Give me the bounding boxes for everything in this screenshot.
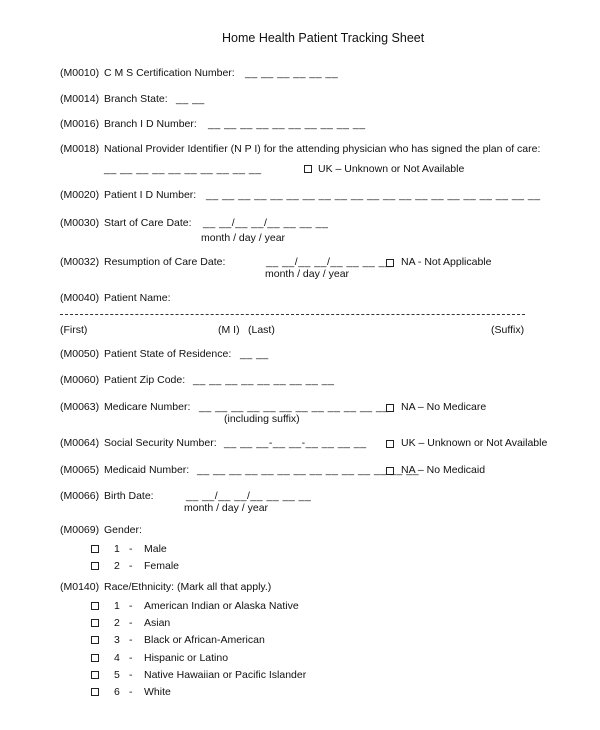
patient-id-field[interactable]: __ __ __ __ __ __ __ __ __ __ __ __ __ __ __ __ __ __ __ __ __ [206, 189, 541, 201]
option-label: UK – Unknown or Not Available [318, 163, 465, 175]
option-number: 3 [114, 634, 120, 646]
uk-checkbox[interactable] [304, 165, 312, 173]
field-label: Patient Name: [104, 292, 171, 304]
option-number: 5 [114, 669, 120, 681]
race-checkbox[interactable] [91, 688, 99, 696]
item-code: (M0030) [60, 217, 100, 229]
option-separator: - [129, 560, 133, 572]
date-format-hint: month / day / year [184, 502, 269, 514]
item-code: (M0050) [60, 348, 100, 360]
item-code: (M0014) [60, 93, 100, 105]
race-checkbox[interactable] [91, 671, 99, 679]
option-label: Male [144, 543, 167, 555]
field-label: Gender: [104, 524, 142, 536]
item-code: (M0010) [60, 67, 100, 79]
field-label: Patient Zip Code: [104, 374, 186, 386]
option-label: NA - Not Applicable [401, 256, 492, 268]
gender-male-checkbox[interactable] [91, 545, 99, 553]
date-format-hint: month / day / year [201, 232, 286, 244]
field-label-main: National Provider Identifier (N P I) [104, 143, 261, 155]
race-checkbox[interactable] [91, 602, 99, 610]
field-label: Resumption of Care Date: [104, 256, 226, 268]
item-code: (M0065) [60, 464, 100, 476]
gender-female-checkbox[interactable] [91, 562, 99, 570]
item-code: (M0020) [60, 189, 100, 201]
field-label: Branch State: [104, 93, 168, 105]
option-number: 2 [114, 617, 120, 629]
no-medicare-checkbox[interactable] [386, 404, 394, 412]
resumption-date-field[interactable]: __ __/__ __/__ __ __ __ [266, 256, 392, 268]
field-label: Patient State of Residence: [104, 348, 232, 360]
option-label: Black or African-American [144, 634, 265, 646]
item-code: (M0063) [60, 401, 100, 413]
item-code: (M0060) [60, 374, 100, 386]
item-code: (M0066) [60, 490, 100, 502]
field-label: Social Security Number: [104, 437, 217, 449]
branch-id-field[interactable]: __ __ __ __ __ __ __ __ __ __ [208, 118, 366, 130]
option-label: Female [144, 560, 180, 572]
race-checkbox[interactable] [91, 636, 99, 644]
ssn-field[interactable]: __ __ __-__ __-__ __ __ __ [224, 437, 367, 449]
option-number: 1 [114, 543, 120, 555]
field-label-suffix: for the attending physician who has signed the plan of care: [260, 143, 541, 155]
ssn-unknown-checkbox[interactable] [386, 440, 394, 448]
option-label: NA – No Medicare [401, 401, 487, 413]
option-separator: - [129, 652, 133, 664]
option-label: Asian [144, 617, 171, 629]
option-label: NA – No Medicaid [401, 464, 486, 476]
item-code: (M0018) [60, 143, 100, 155]
item-code: (M0040) [60, 292, 100, 304]
cms-cert-number-field[interactable]: __ __ __ __ __ __ [245, 67, 339, 79]
medicare-hint: (including suffix) [224, 413, 300, 425]
zip-code-field[interactable]: __ __ __ __ __ __ __ __ __ [193, 374, 335, 386]
option-separator: - [129, 669, 133, 681]
npi-field[interactable]: __ __ __ __ __ __ __ __ __ __ [104, 163, 262, 175]
option-number: 1 [114, 600, 120, 612]
option-label: American Indian or Alaska Native [144, 600, 299, 612]
option-label: UK – Unknown or Not Available [401, 437, 548, 449]
no-medicaid-checkbox[interactable] [386, 467, 394, 475]
field-label [104, 143, 540, 155]
patient-name-field[interactable] [60, 310, 525, 315]
date-format-hint: month / day / year [265, 268, 350, 280]
option-separator: - [129, 634, 133, 646]
na-checkbox[interactable] [386, 259, 394, 267]
option-separator: - [129, 686, 133, 698]
branch-state-field[interactable]: __ __ [176, 93, 205, 105]
item-code: (M0064) [60, 437, 100, 449]
start-of-care-date-field[interactable]: __ __/__ __/__ __ __ __ [203, 217, 329, 229]
option-number: 2 [114, 560, 120, 572]
field-label: Birth Date: [104, 490, 154, 502]
option-separator: - [129, 617, 133, 629]
field-label: Patient I D Number: [104, 189, 197, 201]
option-separator: - [129, 543, 133, 555]
birth-date-field[interactable]: __ __/__ __/__ __ __ __ [186, 490, 312, 502]
option-number: 4 [114, 652, 120, 664]
option-separator: - [129, 600, 133, 612]
field-label: Branch I D Number: [104, 118, 197, 130]
race-checkbox[interactable] [91, 619, 99, 627]
suffix-label: (Suffix) [491, 324, 525, 336]
field-label: Medicare Number: [104, 401, 191, 413]
field-label: Race/Ethnicity: (Mark all that apply.) [104, 581, 272, 593]
item-code: (M0016) [60, 118, 100, 130]
option-number: 6 [114, 686, 120, 698]
item-code: (M0140) [60, 581, 100, 593]
item-code: (M0032) [60, 256, 100, 268]
race-checkbox[interactable] [91, 654, 99, 662]
middle-initial-label: (M I) [218, 324, 240, 336]
field-label: Start of Care Date: [104, 217, 192, 229]
state-of-residence-field[interactable]: __ __ [240, 348, 269, 360]
field-label: C M S Certification Number: [104, 67, 235, 79]
field-label: Medicaid Number: [104, 464, 190, 476]
first-name-label: (First) [60, 324, 88, 336]
last-name-label: (Last) [248, 324, 275, 336]
page-title: Home Health Patient Tracking Sheet [222, 31, 425, 45]
medicaid-number-field[interactable]: __ __ __ __ __ __ __ __ __ __ __ __ __ __ [197, 464, 419, 476]
item-code: (M0069) [60, 524, 100, 536]
option-label: Native Hawaiian or Pacific Islander [144, 669, 307, 681]
option-label: Hispanic or Latino [144, 652, 229, 664]
medicare-number-field[interactable]: __ __ __ __ __ __ __ __ __ __ __ __ [199, 401, 389, 413]
option-label: White [144, 686, 171, 698]
